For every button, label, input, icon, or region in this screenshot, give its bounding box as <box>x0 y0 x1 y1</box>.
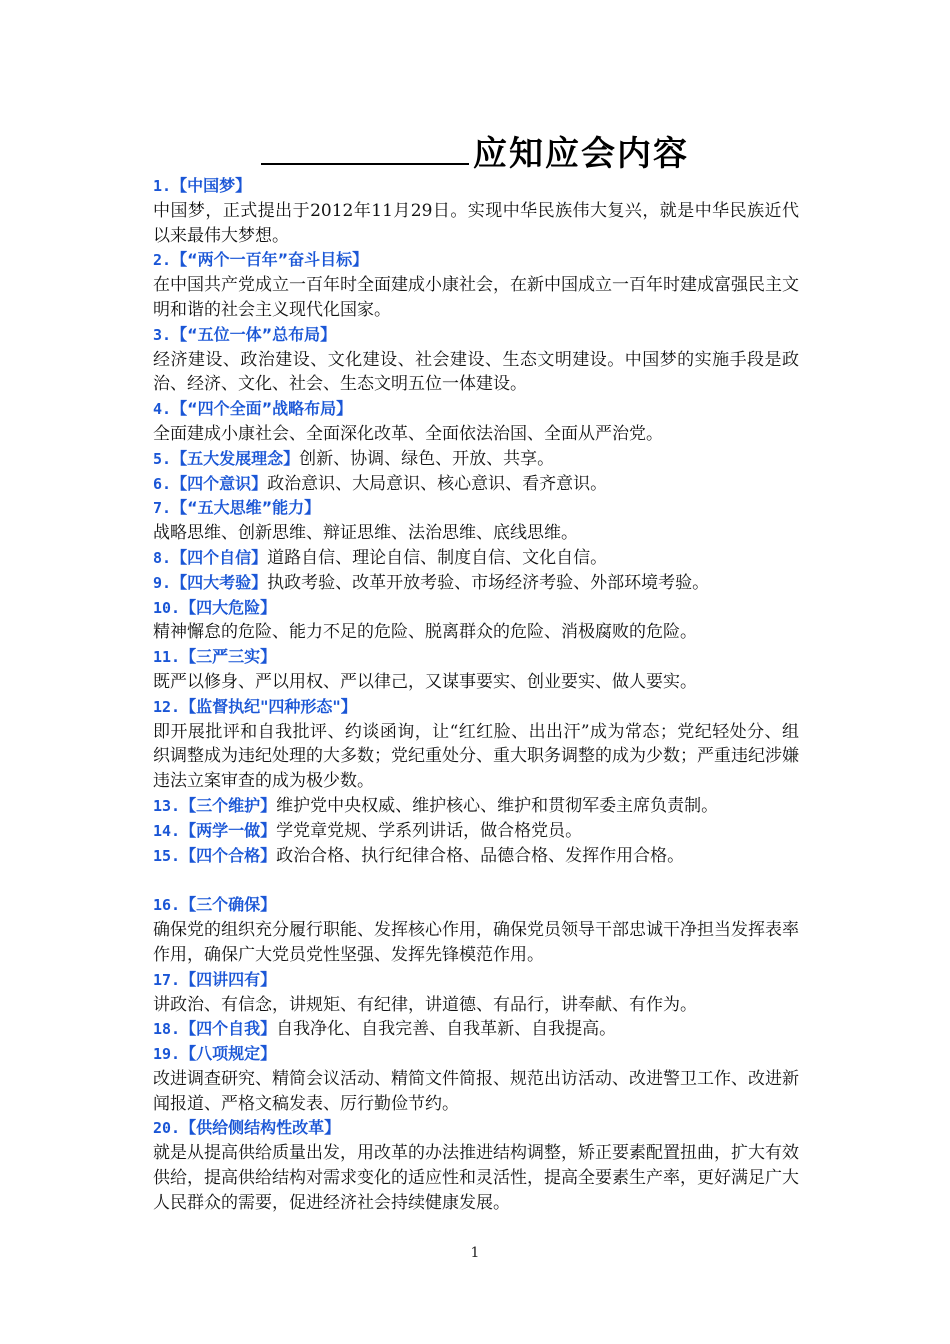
list-item <box>153 571 799 596</box>
item-heading-line <box>153 323 799 348</box>
item-body-paragraph <box>153 521 799 546</box>
item-heading-line <box>153 645 799 670</box>
item-heading: 【中国梦】 <box>171 176 252 195</box>
content-list <box>153 174 799 1216</box>
item-body: 战略思维、创新思维、辩证思维、法治思维、底线思维。 <box>153 523 578 544</box>
item-number: 14. <box>153 821 181 840</box>
list-item <box>153 472 799 497</box>
item-heading: 【三个维护】 <box>180 795 277 815</box>
list-item <box>153 397 799 447</box>
item-body-paragraph <box>153 720 799 794</box>
item-body-paragraph <box>153 1067 799 1117</box>
item-heading: 【三个确保】 <box>180 895 277 915</box>
item-heading: 【四个合格】 <box>180 845 277 865</box>
list-item <box>153 248 799 322</box>
item-heading: 【五大发展理念】 <box>171 448 300 468</box>
item-heading: 【四个自信】 <box>171 547 268 567</box>
item-heading: 【两学一做】 <box>180 820 277 840</box>
item-number: 16. <box>153 896 181 915</box>
item-number: 6. <box>153 474 172 493</box>
item-body: 就是从提高供给质量出发，用改革的办法推进结构调整，矫正要素配置扭曲，扩大有效供给，提高供给结构对需求变化的适应性和灵活性，提高全要素生产率，更好满足广大人民群众的需要，促进经济社会持续健康发展。 <box>153 1143 799 1213</box>
list-item <box>153 323 799 397</box>
item-heading: 【四大考验】 <box>171 572 268 592</box>
title-blank-line <box>261 137 469 165</box>
item-heading: 【“五大思维”能力】 <box>171 498 321 518</box>
item-number: 2. <box>153 251 172 270</box>
item-number: 19. <box>153 1045 181 1064</box>
item-body: 讲政治、有信念，讲规矩、有纪律，讲道德、有品行，讲奉献、有作为。 <box>153 994 697 1015</box>
item-heading-line <box>153 893 799 918</box>
item-heading-line <box>153 844 799 869</box>
item-heading-line <box>153 397 799 422</box>
item-number: 12. <box>153 697 181 716</box>
list-item <box>153 596 799 646</box>
item-heading: 【“两个一百年”奋斗目标】 <box>171 250 369 270</box>
page-title <box>0 126 950 175</box>
item-body-paragraph <box>153 670 799 695</box>
item-body-paragraph <box>153 273 799 323</box>
list-item <box>153 1116 799 1215</box>
list-item <box>153 695 799 794</box>
list-item <box>153 893 799 967</box>
item-body: 确保党的组织充分履行职能、发挥核心作用，确保党员领导干部忠诚干净担当发挥表率作用，确保广大党员党性坚强、发挥先锋模范作用。 <box>153 920 799 965</box>
item-body-paragraph <box>153 993 799 1018</box>
item-body-paragraph <box>153 918 799 968</box>
title-text: 应知应会内容 <box>473 134 689 174</box>
item-heading-line <box>153 1042 799 1067</box>
item-number: 9. <box>153 573 172 592</box>
list-item <box>153 645 799 695</box>
item-body: 经济建设、政治建设、文化建设、社会建设、生态文明建设。中国梦的实施手段是政治、经济、文化、社会、生态文明五位一体建设。 <box>153 349 799 395</box>
item-body-paragraph <box>153 1141 799 1215</box>
item-body: 改进调查研究、精简会议活动、精简文件简报、规范出访活动、改进警卫工作、改进新闻报道、严格文稿发表、厉行勤俭节约。 <box>153 1068 799 1114</box>
item-number: 17. <box>153 970 181 989</box>
item-body: 维护党中央权威、维护核心、维护和贯彻军委主席负责制。 <box>276 795 719 816</box>
section-gap <box>153 868 799 893</box>
item-heading: 【“五位一体”总布局】 <box>171 324 337 344</box>
item-heading: 【三严三实】 <box>180 647 277 667</box>
item-body-paragraph <box>153 620 799 645</box>
item-heading: 【供给侧结构性改革】 <box>180 1118 341 1138</box>
item-heading-line <box>153 248 799 273</box>
item-number: 13. <box>153 796 181 815</box>
list-item <box>153 447 799 472</box>
item-body-paragraph <box>153 348 799 398</box>
item-heading: 【四讲四有】 <box>180 969 277 989</box>
item-heading: 【四大危险】 <box>180 597 277 617</box>
item-heading-line <box>153 695 799 720</box>
item-heading: 【“四个全面”战略布局】 <box>171 399 353 419</box>
list-item <box>153 794 799 819</box>
item-body: 即开展批评和自我批评、约谈函询，让“红红脸、出出汗”成为常态；党纪轻处分、组织调整成为违纪处理的大多数；党纪重处分、重大职务调整的成为少数；严重违纪涉嫌违法立案审查的成为极少数。 <box>153 721 799 792</box>
item-heading: 【四个意识】 <box>171 473 268 493</box>
item-heading: 【八项规定】 <box>180 1044 277 1064</box>
list-item <box>153 968 799 1018</box>
list-item <box>153 844 799 869</box>
item-number: 5. <box>153 449 172 468</box>
item-body: 精神懈怠的危险、能力不足的危险、脱离群众的危险、消极腐败的危险。 <box>153 622 697 643</box>
item-heading: 【四个自我】 <box>180 1019 277 1039</box>
page-number: 1 <box>470 1245 480 1261</box>
item-heading: 【监督执纪"四种形态"】 <box>180 696 357 716</box>
list-item <box>153 174 799 248</box>
item-number: 3. <box>153 325 172 344</box>
item-heading-line <box>153 546 799 571</box>
item-body: 执政考验、改革开放考验、市场经济考验、外部环境考验。 <box>267 572 710 593</box>
item-heading-line <box>153 1116 799 1141</box>
item-body: 政治合格、执行纪律合格、品德合格、发挥作用合格。 <box>276 845 685 866</box>
item-heading-line <box>153 472 799 497</box>
item-heading-line <box>153 968 799 993</box>
item-heading-line <box>153 596 799 621</box>
item-number: 7. <box>153 499 172 518</box>
list-item <box>153 819 799 844</box>
list-item <box>153 1042 799 1116</box>
item-heading-line <box>153 1017 799 1042</box>
list-item <box>153 1017 799 1042</box>
item-body: 创新、协调、绿色、开放、共享。 <box>299 448 555 469</box>
item-heading-line <box>153 447 799 472</box>
item-body: 道路自信、理论自信、制度自信、文化自信。 <box>267 547 608 568</box>
item-body: 既严以修身、严以用权、严以律己，又谋事要实、创业要实、做人要实。 <box>153 671 697 692</box>
list-item <box>153 496 799 546</box>
item-body: 中国梦，正式提出于2012年11月29日。实现中华民族伟大复兴，就是中华民族近代以来最伟大梦想。 <box>153 200 799 246</box>
item-number: 4. <box>153 400 172 419</box>
item-body: 政治意识、大局意识、核心意识、看齐意识。 <box>267 473 608 494</box>
item-number: 1. <box>153 177 172 195</box>
item-heading-line <box>153 571 799 596</box>
item-heading-line <box>153 794 799 819</box>
item-body-paragraph <box>153 422 799 447</box>
item-body: 在中国共产党成立一百年时全面建成小康社会，在新中国成立一百年时建成富强民主文明和谐的社会主义现代化国家。 <box>153 275 799 320</box>
list-item <box>153 546 799 571</box>
item-body: 全面建成小康社会、全面深化改革、全面依法治国、全面从严治党。 <box>153 423 663 444</box>
item-number: 10. <box>153 598 181 617</box>
item-body-paragraph <box>153 199 799 249</box>
item-heading-line <box>153 174 799 199</box>
item-number: 18. <box>153 1020 181 1039</box>
item-heading-line <box>153 496 799 521</box>
item-number: 11. <box>153 648 181 667</box>
item-body: 自我净化、自我完善、自我革新、自我提高。 <box>276 1019 617 1040</box>
item-body: 学党章党规、学系列讲话，做合格党员。 <box>276 820 583 841</box>
item-number: 15. <box>153 846 181 865</box>
item-number: 20. <box>153 1119 181 1138</box>
item-heading-line <box>153 819 799 844</box>
item-number: 8. <box>153 548 172 567</box>
